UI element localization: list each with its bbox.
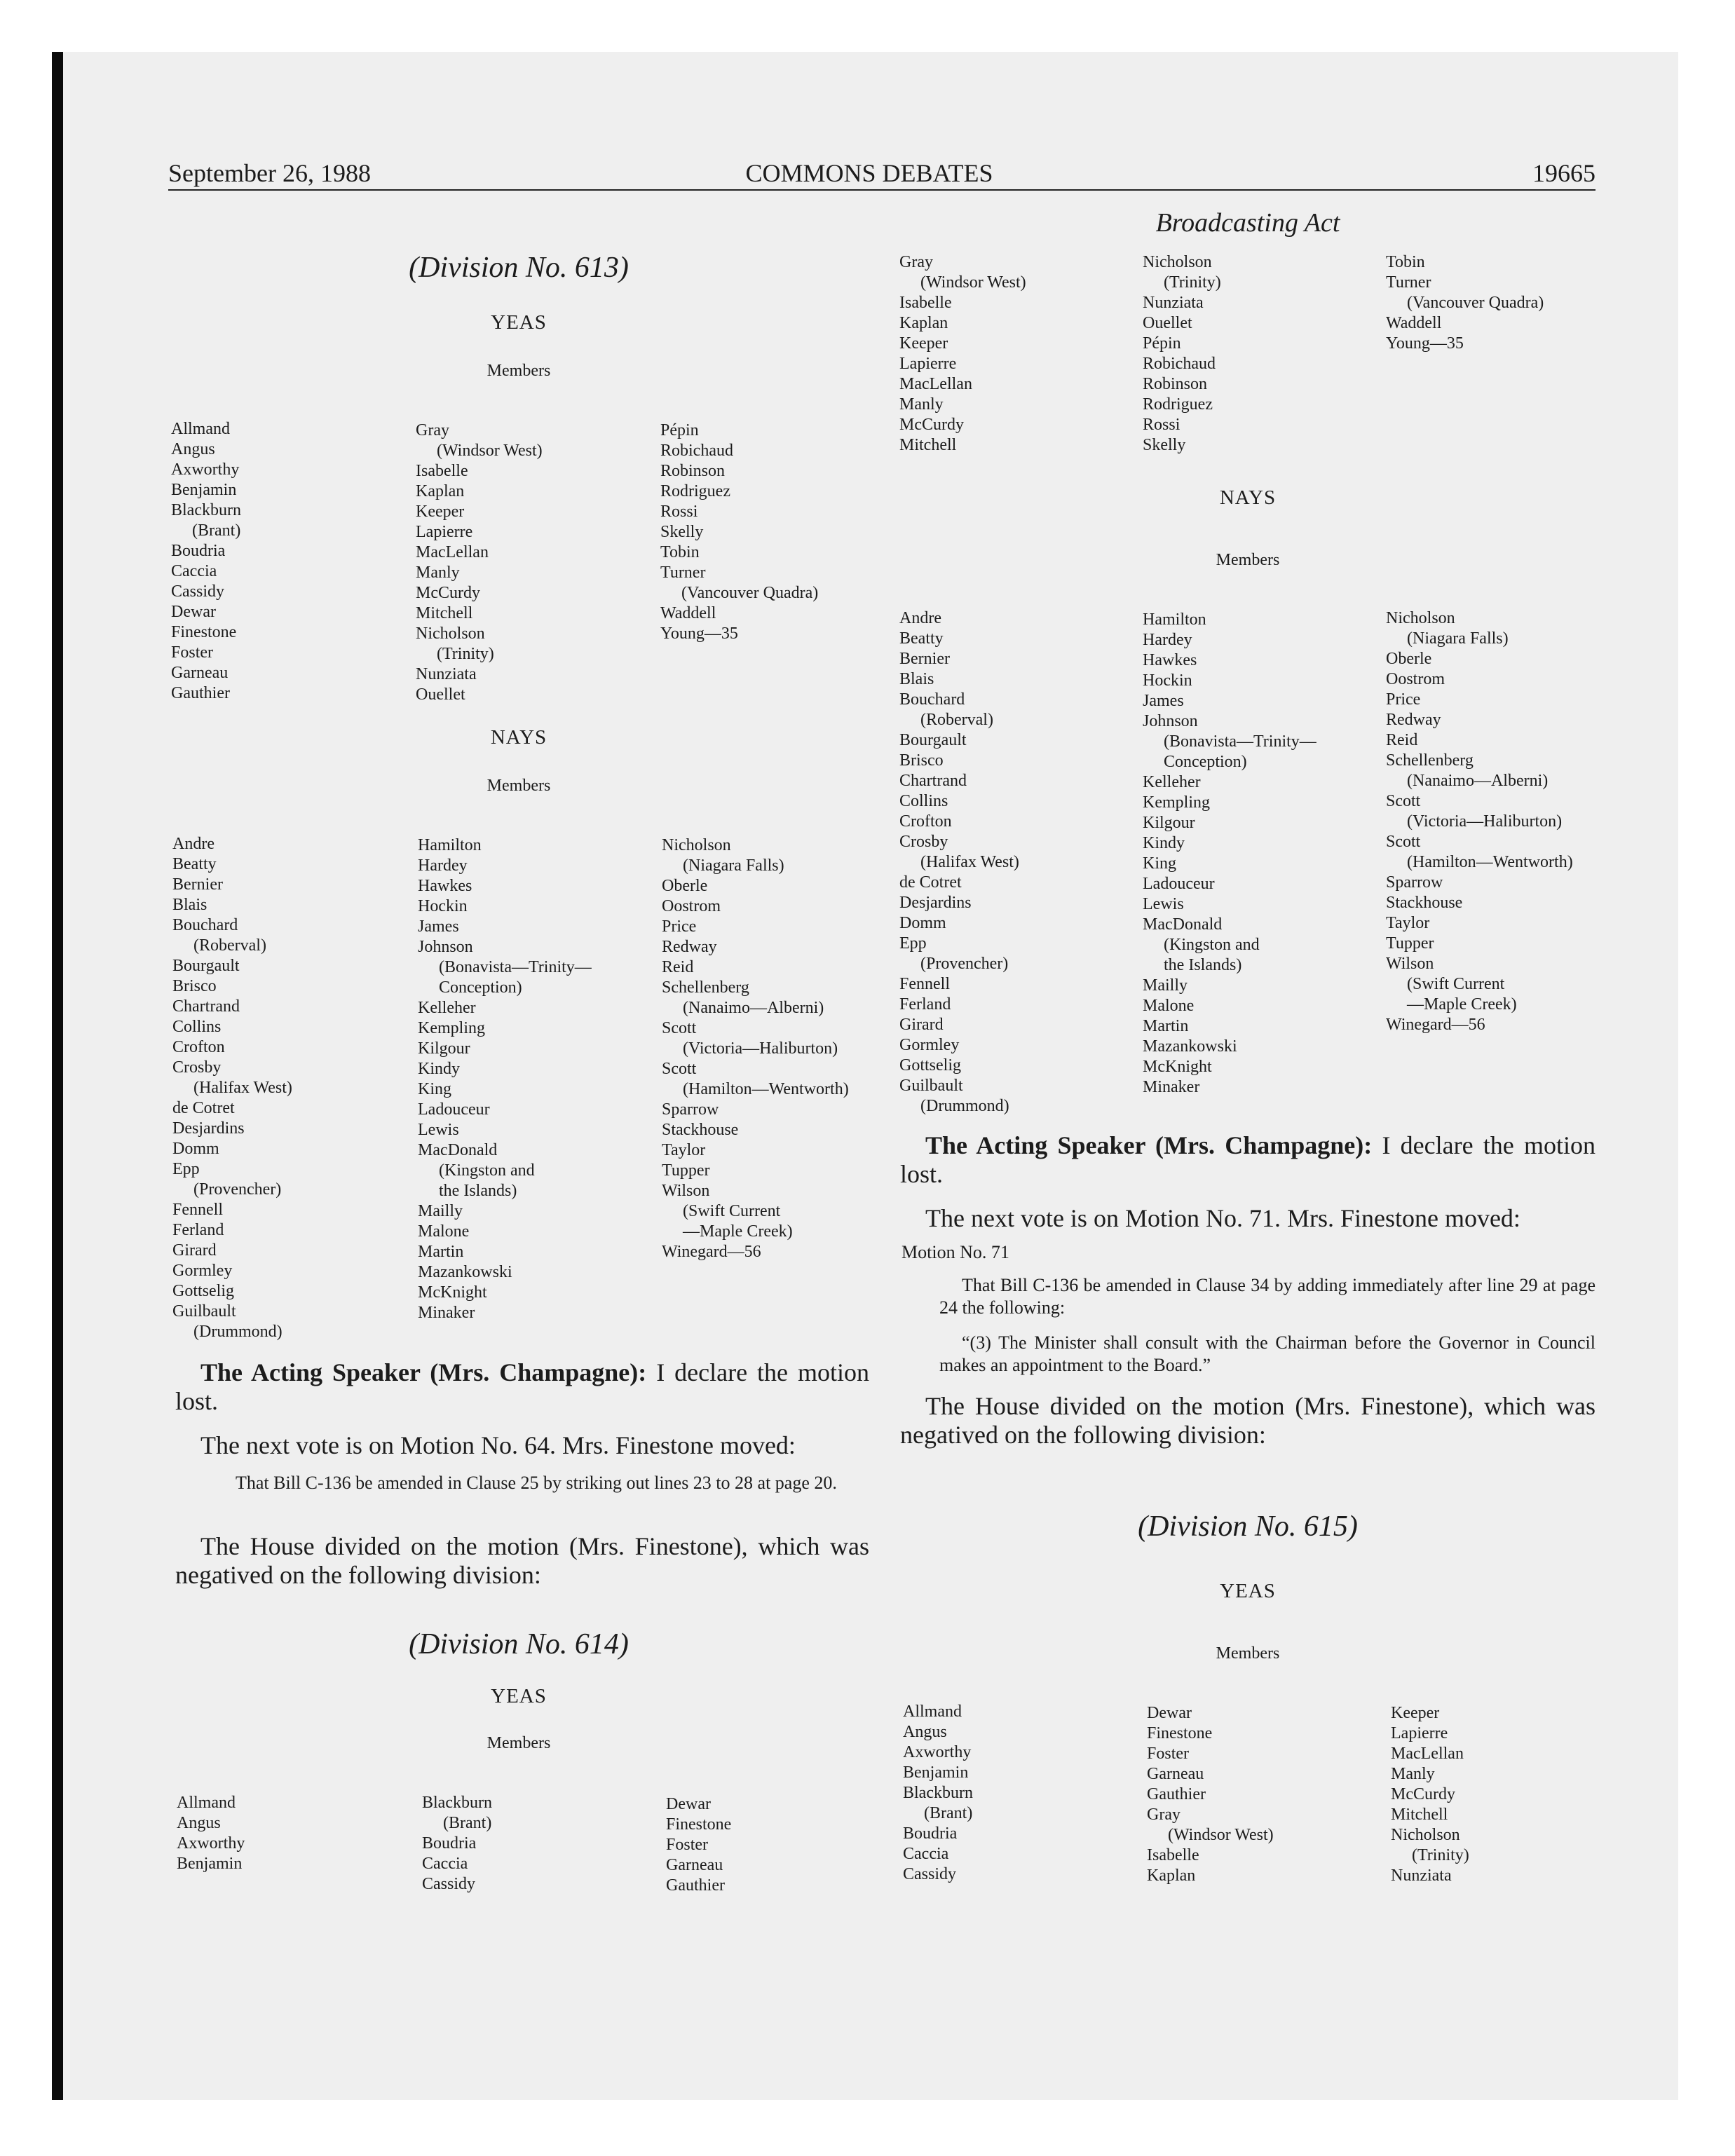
member-name: Mitchell xyxy=(416,604,473,622)
member-name: Guilbault xyxy=(172,1302,236,1321)
member-name: Cassidy xyxy=(422,1875,476,1893)
member-name: Taylor xyxy=(662,1141,706,1159)
member-name: Girard xyxy=(899,1016,944,1034)
member-name: Waddell xyxy=(1386,314,1442,332)
member-name: Nicholson xyxy=(662,836,731,854)
member-name: Stackhouse xyxy=(662,1121,739,1139)
division-615-yeas-heading: YEAS xyxy=(1220,1580,1276,1602)
member-name: Nunziata xyxy=(416,665,477,683)
member-name: Beatty xyxy=(899,629,944,648)
member-name: Blais xyxy=(899,670,934,688)
member-name: Allmand xyxy=(177,1794,236,1812)
member-name: Kempling xyxy=(418,1019,485,1037)
member-name: Brisco xyxy=(899,751,944,770)
header-page-number: 19665 xyxy=(1532,159,1595,187)
division-613-yeas-heading: YEAS xyxy=(491,311,547,334)
member-name: Blackburn xyxy=(422,1794,492,1812)
member-name: Skelly xyxy=(660,523,704,541)
member-name: Gauthier xyxy=(666,1876,725,1895)
member-name: Hockin xyxy=(1143,671,1192,690)
member-name: Wilson xyxy=(662,1182,710,1200)
motion-71-label: Motion No. 71 xyxy=(901,1242,1009,1262)
member-name: Kilgour xyxy=(1143,814,1195,832)
member-name: Pépin xyxy=(1143,334,1181,353)
member-name: Oostrom xyxy=(1386,670,1445,688)
member-name: Turner xyxy=(1386,273,1431,292)
member-name: Isabelle xyxy=(1147,1846,1199,1864)
member-name: Foster xyxy=(666,1836,708,1854)
member-name: King xyxy=(418,1080,451,1098)
member-name: Chartrand xyxy=(899,772,967,790)
member-name: Wilson xyxy=(1386,955,1434,973)
member-name: McCurdy xyxy=(899,416,964,434)
member-name: Brisco xyxy=(172,977,217,995)
member-name: McKnight xyxy=(418,1283,487,1302)
member-name: Angus xyxy=(171,440,215,458)
member-name: Rossi xyxy=(660,503,698,521)
member-name: (Halifax West) xyxy=(193,1079,292,1097)
division-613-nays-col-2 xyxy=(418,835,592,1323)
member-name: Finestone xyxy=(171,623,237,641)
member-name: Conception) xyxy=(439,978,522,997)
division-614-members-label: Members xyxy=(487,1734,551,1752)
member-name: Beatty xyxy=(172,855,217,873)
member-name: Sparrow xyxy=(662,1100,719,1119)
member-name: Ladouceur xyxy=(1143,875,1215,893)
member-name: Bouchard xyxy=(899,690,965,709)
member-name: Blais xyxy=(172,896,207,914)
member-name: (Swift Current xyxy=(683,1202,781,1220)
member-name: James xyxy=(418,917,459,936)
member-name: MacLellan xyxy=(416,543,489,561)
member-name: Nicholson xyxy=(1391,1826,1460,1844)
member-name: Reid xyxy=(662,958,694,976)
right-speaker-statement xyxy=(900,1131,1595,1189)
member-name: (Roberval) xyxy=(193,936,266,955)
member-name: Mailly xyxy=(418,1202,463,1220)
member-name: Kilgour xyxy=(418,1039,470,1058)
member-name: Gottselig xyxy=(899,1056,961,1074)
member-name: Mailly xyxy=(1143,976,1188,995)
member-name: Minaker xyxy=(418,1304,475,1322)
member-name: Gormley xyxy=(172,1262,233,1280)
member-name: Fennell xyxy=(899,975,950,993)
member-name: McCurdy xyxy=(1391,1785,1455,1803)
member-name: Manly xyxy=(1391,1765,1435,1783)
member-name: Crofton xyxy=(172,1038,225,1056)
member-name: Isabelle xyxy=(899,294,952,312)
right-next-vote: The next vote is on Motion No. 71. Mrs. Finestone moved: xyxy=(925,1204,1520,1232)
division-614-nays-col-2 xyxy=(1143,610,1316,1098)
member-name: the Islands) xyxy=(439,1182,517,1200)
member-name: Lewis xyxy=(1143,895,1184,913)
member-name: Axworthy xyxy=(177,1834,245,1853)
member-name: Rossi xyxy=(1143,416,1181,434)
header-title: COMMONS DEBATES xyxy=(745,159,993,187)
division-615-yeas-col-2 xyxy=(1147,1703,1274,1886)
member-name: Stackhouse xyxy=(1386,894,1463,912)
member-name: Mitchell xyxy=(899,436,957,454)
member-name: Mazankowski xyxy=(418,1263,512,1281)
member-name: (Niagara Falls) xyxy=(1407,629,1509,648)
member-name: Crofton xyxy=(899,812,952,831)
member-name: Keeper xyxy=(1391,1704,1440,1722)
member-name: Garneau xyxy=(171,664,229,682)
division-614-title: (Division No. 614) xyxy=(409,1628,629,1660)
member-name: Fennell xyxy=(172,1201,223,1219)
member-name: Collins xyxy=(899,792,948,810)
member-name: Cassidy xyxy=(171,582,225,601)
member-name: Tobin xyxy=(660,543,700,561)
member-name: the Islands) xyxy=(1164,956,1242,974)
member-name: Benjamin xyxy=(177,1855,243,1873)
member-name: Axworthy xyxy=(171,460,240,479)
member-name: Caccia xyxy=(171,562,217,580)
member-name: Redway xyxy=(1386,711,1441,729)
member-name: (Hamilton—Wentworth) xyxy=(1407,853,1573,871)
motion-71-text: That Bill C-136 be amended in Clause 34 by adding immediately after line 29 at page 24 the following: xyxy=(939,1275,1595,1318)
member-name: James xyxy=(1143,692,1184,710)
member-name: King xyxy=(1143,854,1176,873)
member-name: (Vancouver Quadra) xyxy=(1407,294,1544,312)
member-name: Gauthier xyxy=(1147,1785,1206,1803)
member-name: (Drummond) xyxy=(193,1323,283,1341)
member-name: Waddell xyxy=(660,604,716,622)
division-613-yeas-col-3 xyxy=(660,421,818,644)
member-name: Hardey xyxy=(418,857,468,875)
member-name: Sparrow xyxy=(1386,873,1443,892)
member-name: (Windsor West) xyxy=(437,442,543,460)
division-614-nays-col-1 xyxy=(899,608,1019,1117)
member-name: Blackburn xyxy=(903,1784,973,1802)
member-name: (Bonavista—Trinity— xyxy=(439,958,592,976)
member-name: (Trinity) xyxy=(1164,273,1221,292)
member-name: Martin xyxy=(418,1243,464,1261)
speaker-name: The Acting Speaker (Mrs. Champagne): xyxy=(925,1131,1373,1159)
member-name: Robichaud xyxy=(660,442,733,460)
member-name: Ouellet xyxy=(416,685,465,704)
member-name: Young—35 xyxy=(660,625,738,643)
member-name: (Drummond) xyxy=(920,1097,1009,1115)
member-name: (Bonavista—Trinity— xyxy=(1164,732,1316,751)
member-name: Desjardins xyxy=(172,1119,245,1138)
member-name: Garneau xyxy=(666,1856,723,1874)
division-614-yeas-col-6 xyxy=(1386,252,1544,354)
member-name: Winegard—56 xyxy=(1386,1016,1485,1034)
member-name: Ferland xyxy=(899,995,951,1014)
member-name: Nunziata xyxy=(1391,1867,1452,1885)
member-name: Benjamin xyxy=(171,481,237,499)
member-name: Conception) xyxy=(1164,753,1247,771)
member-name: Benjamin xyxy=(903,1763,969,1782)
member-name: Dewar xyxy=(171,603,216,621)
member-name: Taylor xyxy=(1386,914,1430,932)
member-name: Malone xyxy=(1143,997,1195,1015)
member-name: MacDonald xyxy=(418,1141,498,1159)
member-name: Kelleher xyxy=(1143,773,1201,791)
member-name: (Windsor West) xyxy=(1168,1826,1274,1844)
member-name: Caccia xyxy=(422,1855,468,1873)
member-name: Hawkes xyxy=(418,877,472,895)
member-name: Robichaud xyxy=(1143,355,1216,373)
member-name: Redway xyxy=(662,938,717,956)
member-name: McKnight xyxy=(1143,1058,1212,1076)
member-name: (Roberval) xyxy=(920,711,993,729)
motion-71-quote: “(3) The Minister shall consult with the Chairman before the Governor in Council makes an appointment to the Board.” xyxy=(939,1332,1595,1375)
member-name: Desjardins xyxy=(899,894,972,912)
member-name: Nicholson xyxy=(1386,609,1455,627)
member-name: Gormley xyxy=(899,1036,960,1054)
member-name: Kempling xyxy=(1143,793,1210,812)
member-name: Mitchell xyxy=(1391,1806,1448,1824)
member-name: Johnson xyxy=(418,938,473,956)
header-date: September 26, 1988 xyxy=(168,159,371,187)
member-name: Tupper xyxy=(662,1161,710,1180)
member-name: Axworthy xyxy=(903,1743,972,1761)
member-name: de Cotret xyxy=(172,1099,235,1117)
scan-edge-shadow xyxy=(52,52,63,2100)
member-name: Reid xyxy=(1386,731,1418,749)
member-name: Caccia xyxy=(903,1845,949,1863)
member-name: Domm xyxy=(899,914,946,932)
member-name: Bourgault xyxy=(899,731,967,749)
member-name: Bourgault xyxy=(172,957,240,975)
member-name: MacLellan xyxy=(1391,1745,1464,1763)
member-name: Scott xyxy=(662,1019,697,1037)
member-name: Kaplan xyxy=(416,482,465,500)
member-name: (Kingston and xyxy=(1164,936,1260,954)
member-name: Bernier xyxy=(899,650,950,668)
member-name: Oberle xyxy=(1386,650,1432,668)
member-name: (Vancouver Quadra) xyxy=(681,584,819,602)
member-name: Nunziata xyxy=(1143,294,1204,312)
member-name: Dewar xyxy=(1147,1704,1192,1722)
member-name: Lapierre xyxy=(899,355,957,373)
member-name: Price xyxy=(662,917,697,936)
division-615-yeas-col-1 xyxy=(903,1702,973,1885)
division-615-members-label: Members xyxy=(1216,1644,1280,1663)
division-614-nays-col-3 xyxy=(1386,608,1573,1035)
member-name: Keeper xyxy=(416,503,465,521)
member-name: Turner xyxy=(660,564,706,582)
member-name: Scott xyxy=(662,1060,697,1078)
member-name: Price xyxy=(1386,690,1421,709)
member-name: Robinson xyxy=(1143,375,1208,393)
member-name: Mazankowski xyxy=(1143,1037,1237,1056)
member-name: (Hamilton—Wentworth) xyxy=(683,1080,849,1098)
member-name: (Swift Current xyxy=(1407,975,1505,993)
member-name: Young—35 xyxy=(1386,334,1464,353)
member-name: Bernier xyxy=(172,875,223,894)
member-name: Keeper xyxy=(899,334,948,353)
member-name: Blackburn xyxy=(171,501,241,519)
division-613-yeas-col-2 xyxy=(416,421,543,705)
member-name: McCurdy xyxy=(416,584,480,602)
member-name: Allmand xyxy=(903,1703,962,1721)
member-name: MacLellan xyxy=(899,375,972,393)
left-house-divided: The House divided on the motion (Mrs. Finestone), which was negatived on the following division: xyxy=(175,1532,869,1589)
division-613-title: (Division No. 613) xyxy=(409,252,629,284)
member-name: Hawkes xyxy=(1143,651,1197,669)
member-name: Andre xyxy=(899,609,941,627)
member-name: Foster xyxy=(1147,1745,1189,1763)
member-name: Crosby xyxy=(899,833,948,851)
member-name: (Victoria—Haliburton) xyxy=(683,1039,838,1058)
member-name: Manly xyxy=(416,564,460,582)
member-name: Ferland xyxy=(172,1221,224,1239)
division-613-nays-members-label: Members xyxy=(487,777,551,795)
speaker-statement-text: I declare the motion lost. xyxy=(175,1358,869,1415)
member-name: Andre xyxy=(172,835,215,853)
member-name: Hockin xyxy=(418,897,468,915)
member-name: (Brant) xyxy=(924,1804,973,1822)
member-name: Boudria xyxy=(903,1824,958,1843)
member-name: (Kingston and xyxy=(439,1161,535,1180)
member-name: Schellenberg xyxy=(1386,751,1474,770)
member-name: Oberle xyxy=(662,877,708,895)
member-name: (Trinity) xyxy=(1412,1846,1469,1864)
member-name: Gottselig xyxy=(172,1282,234,1300)
motion-64-text: That Bill C-136 be amended in Clause 25 by striking out lines 23 to 28 at page 20. xyxy=(236,1473,837,1493)
division-614-yeas-col-4 xyxy=(899,252,1026,456)
member-name: Rodriguez xyxy=(660,482,730,500)
division-614-yeas-col-3 xyxy=(666,1794,731,1896)
member-name: Oostrom xyxy=(662,897,721,915)
member-name: Collins xyxy=(172,1018,222,1036)
member-name: Finestone xyxy=(1147,1724,1213,1742)
member-name: Rodriguez xyxy=(1143,395,1213,414)
member-name: Epp xyxy=(172,1160,200,1178)
member-name: Hamilton xyxy=(418,836,482,854)
member-name: Finestone xyxy=(666,1815,732,1834)
member-name: Lewis xyxy=(418,1121,459,1139)
member-name: Manly xyxy=(899,395,944,414)
member-name: Kelleher xyxy=(418,999,476,1017)
member-name: Ouellet xyxy=(1143,314,1192,332)
member-name: Johnson xyxy=(1143,712,1198,730)
member-name: Hardey xyxy=(1143,631,1192,649)
member-name: (Provencher) xyxy=(193,1180,282,1199)
member-name: (Brant) xyxy=(192,521,241,540)
member-name: Guilbault xyxy=(899,1077,963,1095)
member-name: Chartrand xyxy=(172,997,240,1016)
member-name: Bouchard xyxy=(172,916,238,934)
member-name: Minaker xyxy=(1143,1078,1200,1096)
member-name: (Brant) xyxy=(443,1814,492,1832)
division-615-yeas-col-3 xyxy=(1391,1703,1469,1886)
member-name: Kaplan xyxy=(1147,1867,1196,1885)
left-next-vote: The next vote is on Motion No. 64. Mrs. Finestone moved: xyxy=(200,1431,796,1459)
left-speaker-statement xyxy=(175,1358,869,1416)
member-name: Ladouceur xyxy=(418,1100,490,1119)
member-name: de Cotret xyxy=(899,873,962,892)
member-name: Lapierre xyxy=(1391,1724,1448,1742)
member-name: Gray xyxy=(899,253,933,271)
member-name: Kaplan xyxy=(899,314,948,332)
member-name: Hamilton xyxy=(1143,610,1206,629)
division-613-yeas-members-label: Members xyxy=(487,362,551,380)
division-613-nays-heading: NAYS xyxy=(490,726,547,749)
member-name: Scott xyxy=(1386,792,1421,810)
member-name: Angus xyxy=(903,1723,947,1741)
member-name: —Maple Creek) xyxy=(683,1222,793,1241)
member-name: (Nanaimo—Alberni) xyxy=(1407,772,1549,790)
member-name: Skelly xyxy=(1143,436,1186,454)
division-614-nays-members-label: Members xyxy=(1216,551,1280,569)
division-614-nays-heading: NAYS xyxy=(1219,486,1277,509)
member-name: Tupper xyxy=(1386,934,1434,953)
speaker-name: The Acting Speaker (Mrs. Champagne): xyxy=(200,1358,647,1386)
header-rule xyxy=(168,189,1595,191)
member-name: Martin xyxy=(1143,1017,1189,1035)
division-613-yeas-col-1 xyxy=(171,419,241,704)
member-name: Gauthier xyxy=(171,684,230,702)
member-name: (Halifax West) xyxy=(920,853,1019,871)
member-name: Lapierre xyxy=(416,523,473,541)
member-name: MacDonald xyxy=(1143,915,1223,934)
division-614-yeas-col-5 xyxy=(1143,252,1221,456)
member-name: Foster xyxy=(171,643,213,662)
speaker-statement-text: I declare the motion lost. xyxy=(900,1131,1595,1188)
running-head: Broadcasting Act xyxy=(1155,208,1340,238)
member-name: Kindy xyxy=(1143,834,1185,852)
member-name: (Trinity) xyxy=(437,645,494,663)
member-name: Garneau xyxy=(1147,1765,1204,1783)
member-name: Boudria xyxy=(171,542,226,560)
division-613-nays-col-3 xyxy=(662,835,849,1262)
member-name: —Maple Creek) xyxy=(1407,995,1517,1014)
member-name: Scott xyxy=(1386,833,1421,851)
member-name: Pépin xyxy=(660,421,699,439)
member-name: Winegard—56 xyxy=(662,1243,761,1261)
member-name: (Niagara Falls) xyxy=(683,857,784,875)
division-614-yeas-col-2 xyxy=(422,1793,492,1895)
member-name: Schellenberg xyxy=(662,978,749,997)
member-name: Domm xyxy=(172,1140,219,1158)
member-name: Isabelle xyxy=(416,462,468,480)
member-name: Gray xyxy=(1147,1806,1181,1824)
member-name: (Nanaimo—Alberni) xyxy=(683,999,824,1017)
division-615-title: (Division No. 615) xyxy=(1138,1510,1358,1543)
member-name: Nicholson xyxy=(1143,253,1212,271)
member-name: Gray xyxy=(416,421,449,439)
right-house-divided: The House divided on the motion (Mrs. Finestone), which was negatived on the following division: xyxy=(900,1392,1595,1449)
member-name: Tobin xyxy=(1386,253,1425,271)
member-name: Allmand xyxy=(171,420,230,438)
division-614-yeas-heading: YEAS xyxy=(491,1685,547,1707)
member-name: (Victoria—Haliburton) xyxy=(1407,812,1563,831)
member-name: Crosby xyxy=(172,1058,222,1077)
member-name: Malone xyxy=(418,1222,470,1241)
member-name: Epp xyxy=(899,934,927,953)
member-name: Angus xyxy=(177,1814,221,1832)
member-name: (Provencher) xyxy=(920,955,1009,973)
member-name: Robinson xyxy=(660,462,726,480)
member-name: (Windsor West) xyxy=(920,273,1026,292)
member-name: Girard xyxy=(172,1241,217,1260)
division-613-nays-col-1 xyxy=(172,834,292,1342)
member-name: Kindy xyxy=(418,1060,460,1078)
member-name: Cassidy xyxy=(903,1865,957,1883)
member-name: Dewar xyxy=(666,1795,711,1813)
member-name: Nicholson xyxy=(416,625,485,643)
member-name: Boudria xyxy=(422,1834,477,1853)
division-614-yeas-col-1 xyxy=(177,1793,245,1874)
